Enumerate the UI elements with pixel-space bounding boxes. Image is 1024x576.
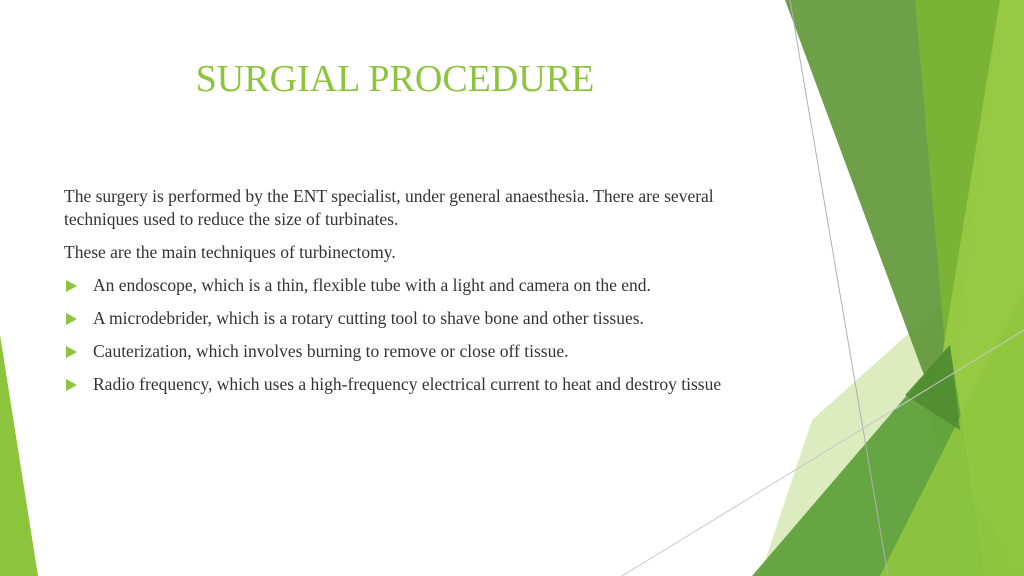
list-item-text: Radio frequency, which uses a high-frequency electrical current to heat and destroy tissue bbox=[93, 374, 722, 394]
triangle-bullet-icon bbox=[66, 280, 77, 292]
intro-paragraph: The surgery is performed by the ENT specialist, under general anaesthesia. There are several techniques used to reduce the size of turbinates. bbox=[64, 186, 714, 229]
left-edge-green-shape bbox=[0, 335, 38, 576]
list-item bbox=[64, 307, 764, 330]
slide-body bbox=[64, 185, 764, 406]
list-item-text: Cauterization, which involves burning to remove or close off tissue. bbox=[93, 341, 569, 361]
list-item-text: An endoscope, which is a thin, flexible tube with a light and camera on the end. bbox=[93, 275, 651, 295]
triangle-bullet-icon bbox=[66, 379, 77, 391]
list-item-text: A microdebrider, which is a rotary cutting tool to shave bone and other tissues. bbox=[93, 308, 644, 328]
slide-title: SURGIAL PROCEDURE bbox=[195, 58, 595, 100]
list-item bbox=[64, 373, 764, 396]
list-item bbox=[64, 274, 764, 297]
list-item bbox=[64, 340, 764, 363]
techniques-list bbox=[64, 274, 764, 396]
triangle-bullet-icon bbox=[66, 346, 77, 358]
triangle-bullet-icon bbox=[66, 313, 77, 325]
techniques-intro-paragraph: These are the main techniques of turbinectomy. bbox=[64, 242, 396, 262]
